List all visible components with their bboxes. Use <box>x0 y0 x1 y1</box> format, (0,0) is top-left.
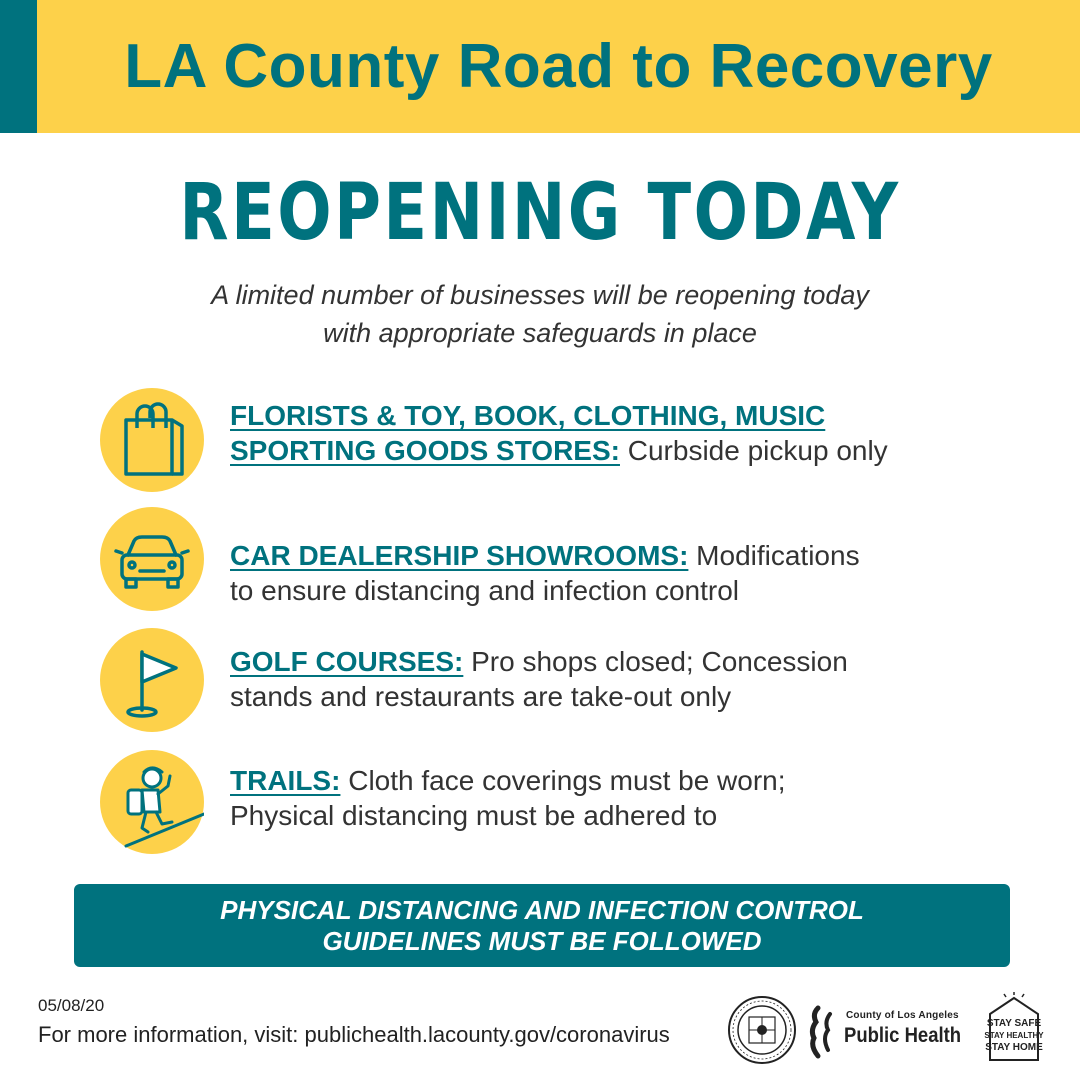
subtitle-line-2: with appropriate safeguards in place <box>323 318 757 348</box>
subtitle-line-1: A limited number of businesses will be reopening today <box>211 280 869 310</box>
footer-date: 05/08/20 <box>38 996 105 1015</box>
item-heading-stores-1: FLORISTS & TOY, BOOK, CLOTHING, MUSIC <box>230 400 826 431</box>
item-text-stores <box>230 398 1000 468</box>
headline: REOPENING TODAY <box>179 168 901 258</box>
subtitle <box>0 276 1080 352</box>
item-detail-golf-2: stands and restaurants are take-out only <box>230 681 732 712</box>
shopping-bag-icon <box>100 388 204 492</box>
item-heading-car-dealership: CAR DEALERSHIP SHOWROOMS: <box>230 540 689 571</box>
item-heading-golf-courses: GOLF COURSES: <box>230 646 464 677</box>
stay-safe-badge <box>984 992 1044 1064</box>
stay-home-text: STAY HOME <box>985 1042 1043 1053</box>
hiker-icon <box>100 750 204 854</box>
item-detail-stores: Curbside pickup only <box>627 435 888 466</box>
list-item-stores <box>100 388 1000 498</box>
header-accent-stripe <box>0 0 37 133</box>
county-seal-logo <box>727 995 797 1065</box>
list-item-golf-courses <box>100 628 1000 738</box>
public-health-mark-icon <box>808 1004 844 1060</box>
footer-more-info: For more information, visit: publichealth.lacounty.gov/coronavirus <box>38 1022 670 1047</box>
item-detail-golf-1: Pro shops closed; Concession <box>471 646 848 677</box>
item-text-car-dealership <box>230 538 1000 608</box>
stay-healthy-text: STAY HEALTHY <box>984 1031 1044 1040</box>
banner-line-2: GUIDELINES MUST BE FOLLOWED <box>322 925 762 956</box>
car-icon <box>100 507 204 611</box>
item-heading-trails: TRAILS: <box>230 765 341 796</box>
item-text-golf-courses <box>230 644 1000 714</box>
item-detail-car-dealership-2: to ensure distancing and infection control <box>230 575 739 606</box>
item-text-trails <box>230 763 1000 833</box>
public-health-logo <box>808 1004 978 1060</box>
item-detail-trails-2: Physical distancing must be adhered to <box>230 800 718 831</box>
item-detail-trails-1: Cloth face coverings must be worn; <box>348 765 786 796</box>
list-item-trails <box>100 750 1000 860</box>
item-detail-car-dealership-1: Modifications <box>696 540 860 571</box>
golf-flag-icon <box>100 628 204 732</box>
list-item-car-dealership <box>100 507 1000 617</box>
banner-line-1: PHYSICAL DISTANCING AND INFECTION CONTROL <box>220 894 864 925</box>
public-health-county-text: County of Los Angeles <box>846 1010 959 1021</box>
stay-safe-text: STAY SAFE <box>986 1018 1042 1029</box>
header-title: LA County Road to Recovery <box>124 32 993 101</box>
guidelines-banner <box>74 884 1010 967</box>
item-heading-stores-2: SPORTING GOODS STORES: <box>230 435 620 466</box>
public-health-name-text: Public Health <box>844 1024 962 1047</box>
